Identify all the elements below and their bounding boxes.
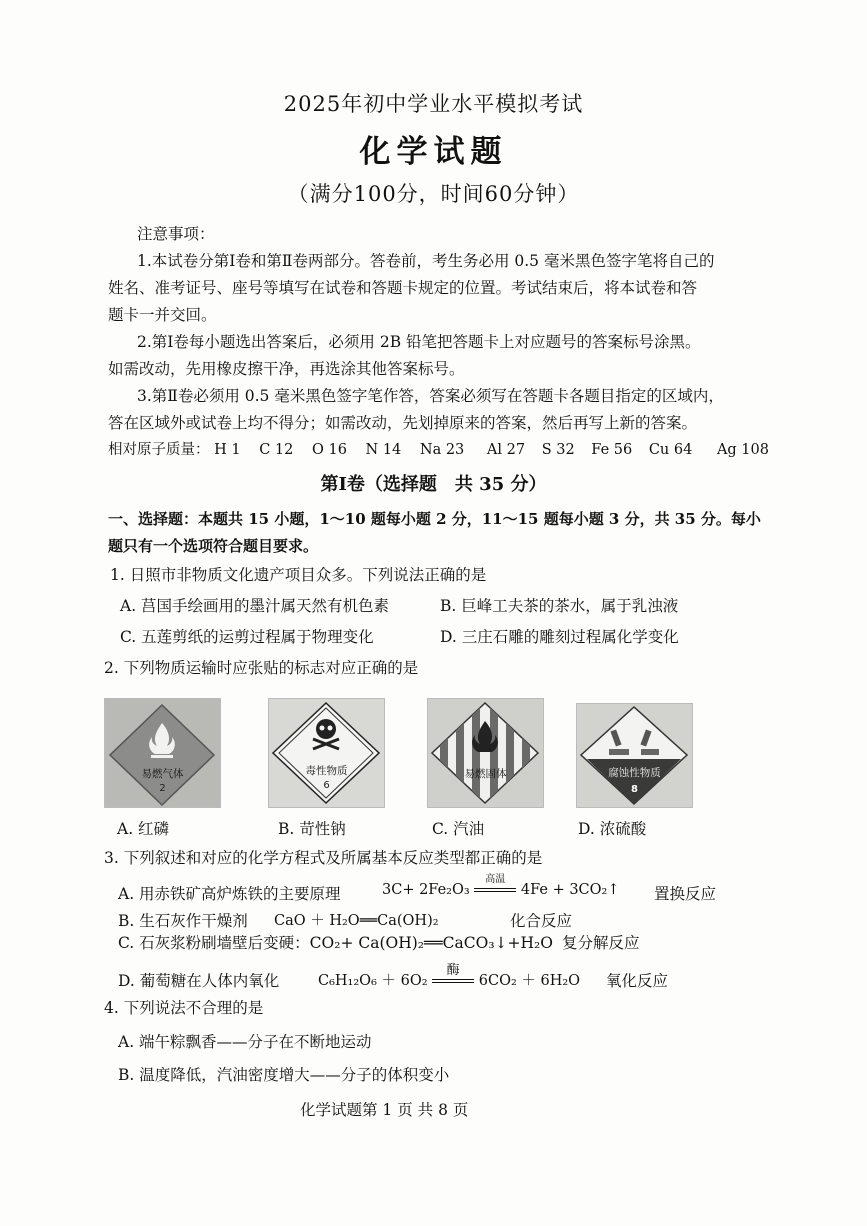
q2-option-a: A. 红磷 <box>117 820 170 838</box>
equation-reactants: 3C+ 2Fe₂O₃ <box>382 882 470 898</box>
equation-reactants: C₆H₁₂O₆ ＋ 6O₂ <box>318 973 428 989</box>
q2-option-c: C. 汽油 <box>432 820 485 838</box>
sign-flammable-gas <box>104 698 221 808</box>
q3-option-d-equation <box>318 963 581 990</box>
reaction-condition: 酶 <box>446 963 460 978</box>
notice-item3-line2: 答在区域外或试卷上均不得分；如需改动，先划掉原来的答案，然后再写上新的答案。 <box>108 414 698 432</box>
equation-products: 6CO₂ ＋ 6H₂O <box>478 973 581 989</box>
q3-option-d-type: 氧化反应 <box>606 972 669 990</box>
q4-option-b: B. 温度降低，汽油密度增大——分子的体积变小 <box>118 1066 450 1084</box>
atomic-mass-n: N 14 <box>365 442 402 458</box>
notice-item1-line2: 姓名、准考证号、座号等填写在试卷和答题卡规定的位置。考试结束后，将本试卷和答 <box>108 279 698 297</box>
atomic-mass-h: H 1 <box>214 442 241 458</box>
sign-number: 2 <box>159 783 166 794</box>
q3-option-a-desc: A. 用赤铁矿高炉炼铁的主要原理 <box>118 885 341 903</box>
score-time-info: （满分100分，时间60分钟） <box>287 182 580 206</box>
q1-stem: 1. 日照市非物质文化遗产项目众多。下列说法正确的是 <box>110 566 487 584</box>
q3-stem: 3. 下列叙述和对应的化学方程式及所属基本反应类型都正确的是 <box>104 849 543 867</box>
atomic-mass-ag: Ag 108 <box>716 442 769 458</box>
atomic-mass-na: Na 23 <box>419 442 465 458</box>
notice-heading: 注意事项： <box>137 225 215 243</box>
part1-title: 第Ⅰ卷（选择题 共 35 分） <box>320 474 547 495</box>
section-instructions-line2: 题只有一个选项符合题目要求。 <box>108 537 319 555</box>
q2-stem: 2. 下列物质运输时应张贴的标志对应正确的是 <box>104 659 419 677</box>
equation-products: 4Fe + 3CO₂↑ <box>520 882 620 898</box>
equation-arrow <box>474 874 516 898</box>
q3-option-d-desc: D. 葡萄糖在人体内氧化 <box>118 972 280 990</box>
atomic-mass-row <box>108 438 769 459</box>
q3-option-b-equation: CaO ＋ H₂O══Ca(OH)₂ <box>274 913 439 929</box>
q4-stem: 4. 下列说法不合理的是 <box>104 999 264 1017</box>
sign-flammable-solid <box>427 698 544 808</box>
sign-label: 易燃固体 <box>464 768 507 780</box>
q1-option-d: D. 三庄石雕的雕刻过程属化学变化 <box>440 628 679 646</box>
q3-option-a-type: 置换反应 <box>654 885 717 903</box>
atomic-mass-o: O 16 <box>311 442 347 458</box>
q4-option-a: A. 端午粽飘香——分子在不断地运动 <box>118 1033 372 1051</box>
q3-option-c-type: 复分解反应 <box>562 934 640 952</box>
notice-item1-line3: 题卡一并交回。 <box>108 306 217 324</box>
q1-option-b: B. 巨峰工夫茶的茶水，属于乳浊液 <box>440 597 679 615</box>
q3-option-b-desc: B. 生石灰作干燥剂 <box>118 912 248 930</box>
q2-option-d: D. 浓硫酸 <box>578 820 647 838</box>
equation-arrow <box>432 963 474 989</box>
subject-title: 化学试题 <box>359 134 508 170</box>
atomic-mass-cu: Cu 64 <box>648 442 693 458</box>
notice-item2-line1: 2.第Ⅰ卷每小题选出答案后，必须用 2B 铅笔把答题卡上对应题号的答案标号涂黑。 <box>137 333 701 351</box>
q3-option-c-desc: C. 石灰浆粉刷墙壁后变硬：CO₂+ Ca(OH)₂══CaCO₃↓+H₂O <box>118 934 553 952</box>
sign-toxic <box>268 698 385 808</box>
notice-item2-line2: 如需改动，先用橡皮擦干净，再选涂其他答案标号。 <box>108 360 465 378</box>
q3-option-b-type: 化合反应 <box>510 912 573 930</box>
sign-number: 6 <box>323 780 330 791</box>
notice-item1-line1: 1.本试卷分第Ⅰ卷和第Ⅱ卷两部分。答卷前，考生务必用 0.5 毫米黑色签字笔将自己的 <box>137 252 715 270</box>
section-instructions-line1: 一、选择题：本题共 15 小题，1～10 题每小题 2 分，11～15 题每小题 3 分，共 35 分。每小 <box>108 510 761 528</box>
atomic-mass-s: S 32 <box>541 442 575 458</box>
sign-label: 毒性物质 <box>305 765 348 777</box>
reaction-condition: 高温 <box>485 874 506 885</box>
q1-option-a: A. 莒国手绘画用的墨汁属天然有机色素 <box>120 597 390 615</box>
exam-title: 2025年初中学业水平模拟考试 <box>283 92 584 116</box>
sign-number: 8 <box>631 784 638 795</box>
q2-option-b: B. 苛性钠 <box>278 820 346 838</box>
q3-option-a-equation <box>382 874 620 898</box>
atomic-mass-c: C 12 <box>259 442 294 458</box>
notice-item3-line1: 3.第Ⅱ卷必须用 0.5 毫米黑色签字笔作答，答案必须写在答题卡各题目指定的区域内， <box>137 387 724 405</box>
q1-option-c: C. 五莲剪纸的运剪过程属于物理变化 <box>120 628 374 646</box>
atomic-mass-al: Al 27 <box>486 442 526 458</box>
atomic-mass-label: 相对原子质量： <box>108 442 210 458</box>
sign-label: 易燃气体 <box>141 768 184 780</box>
flammable-solid-diamond-icon <box>428 699 543 807</box>
sign-label: 腐蚀性物质 <box>608 767 661 779</box>
sign-corrosive <box>576 703 693 808</box>
page-footer: 化学试题第 1 页 共 8 页 <box>300 1101 469 1119</box>
atomic-mass-fe: Fe 56 <box>591 442 633 458</box>
